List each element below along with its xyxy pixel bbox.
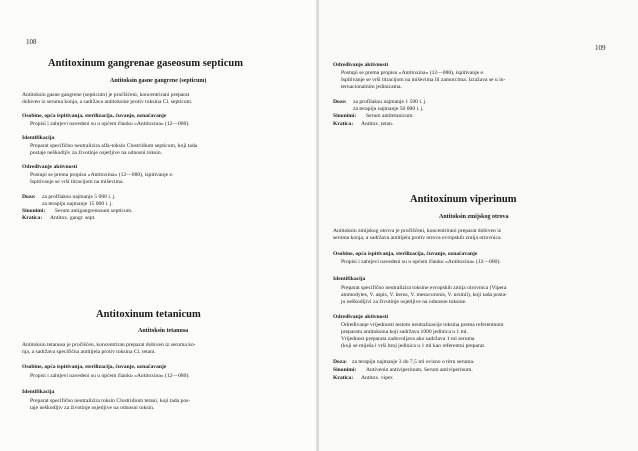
viper-ident-line-2: ammodytes, V. aspis, V. berus, V. mesocoronis, V. ursinii), koji tada posta- <box>341 292 508 298</box>
synonym-label: Sinonimi: <box>22 208 46 214</box>
viper-ident-line-1: Preparat specifično neutralizira toksine evropskih zmija otrovnica (Vipera <box>341 285 507 291</box>
viper-abbr-label: Kratica: <box>333 375 354 381</box>
ident-line-1: Preparat specifično neutralizira alfa-toksin Clostridium septicum, koji tada <box>30 143 198 149</box>
viper-ident-line-3: ju neškodljivi za životinje osjetljive na odnosne toksine. <box>341 299 467 305</box>
rtop-dose-label: Doze: <box>333 99 347 105</box>
viper-synonym-text: Antivenin antiviperinum, Serum antiviperinum. <box>366 367 473 373</box>
tetanus-ident-heading: Identifikacija <box>22 389 55 395</box>
tetanus-ops-text: Propisi i zahtjevi navedeni su u općem članku »Antitoxina« (12—080). <box>30 373 190 379</box>
page-number-right: 109 <box>595 44 606 52</box>
viper-dose-label: Doza: <box>333 359 347 365</box>
tetanus-intro-line-2: nja, a sadržava specifična antitijela protiv toksina Cl. tetani. <box>22 349 156 355</box>
activity-heading: Određivanje aktivnosti <box>22 164 78 170</box>
rtop-synonym-text: Serum antitetanicum. <box>366 113 414 119</box>
tetanus-ident-line-1: Preparat specifično neutralizira toksin Clostridium tetani, koji tada pos- <box>30 398 191 404</box>
dose-label: Doze: <box>22 194 36 200</box>
synonym-text: Serum antigangrenosum septicum. <box>55 208 133 214</box>
viper-activity-line-1: Određivanje vrijednosti testom neutralizacije toksina prema referentnom <box>341 322 504 328</box>
viper-intro-line-2: seruma konja, a sadržava antitijela protiv otrova evropskih zmija otrovnica. <box>333 235 502 241</box>
ident-heading: Identifikacija <box>22 135 55 141</box>
tetanus-ident-line-2: taje neškodljiv za životinje osjetljive na odnosni toksin. <box>30 405 155 411</box>
rtop-dose-line-1: za profilaksu najmanje 1 500 i. j. <box>353 99 427 105</box>
abbr-label: Kratica: <box>22 215 43 221</box>
viper-activity-line-4: (koji se miješa i vrši broj jedinica u 1 ml kao referentni preparat. <box>341 343 486 349</box>
viper-ops-text: Propisi i zahtjevi navedeni su u općem članku »Antitoxina« (12—080). <box>341 259 501 265</box>
activity-line-2: Ispitivanje se vrši titracijom na miševima. <box>30 179 124 185</box>
viper-intro-line-1: Antitoksin zmijskog otrova je pročišćeni, koncentrirani preparat dobiven iz <box>333 228 502 234</box>
ident-line-2: postaje neškodljiv za životinje osjetljive na odnosni toksin. <box>30 150 163 156</box>
tetanus-intro-line-1: Antitoksin tetanusa je pročišćen, koncentriran preparat dobiven iz seruma ko- <box>22 342 196 348</box>
intro-line-2: dobiven iz seruma konja, a sadržava antitoksine protiv toksina Cl. septicum. <box>22 99 193 105</box>
section-subtitle-tetanus: Antitoksin tetanusa <box>138 328 189 334</box>
activity-line-1: Postupi se prema propisu »Antitoxina« (12—080), ispitivanje e. <box>30 172 174 178</box>
section-subtitle-viper: Antitoksin zmijskog otrova <box>439 214 509 220</box>
viper-activity-line-2: preparatu antitoksina koji sadržava 1000 jedinica u 1 ml. <box>341 329 468 335</box>
tetanus-ops-heading: Osobine, opća ispitivanja, sterilizacija, čuvanje, označavanje <box>22 364 167 370</box>
rtop-activity-line-3: ternacionalnim jedinicama. <box>341 84 402 90</box>
viper-abbr-text: Antitox. viper. <box>361 375 394 381</box>
rtop-activity-line-2: Ispitivanje se vrši titracijom na miševima ili zamorcima. Izražava se u in- <box>341 77 506 83</box>
rtop-abbr-text: Antitox. tetan. <box>361 121 394 127</box>
viper-ident-heading: Identifikacija <box>333 276 366 282</box>
rtop-activity-line-1: Postupi se prema propisu »Antitoxina« (12—080), ispitivanje e. <box>341 70 485 76</box>
page-number-left: 108 <box>26 38 37 46</box>
viper-activity-line-3: Vrijednost preparata zadovoljava ako sadržava 1 ml seruma <box>341 336 475 342</box>
abbr-text: Antitox. gangr. sept. <box>50 215 96 221</box>
rtop-abbr-label: Kratica: <box>333 121 354 127</box>
viper-dose-text: za terapiju najmanje 3 do 7,5 ml ovisno o titru seruma. <box>352 359 475 365</box>
section-subtitle-gangrene: Antitoksin gasne gangrene (septicum) <box>110 78 207 84</box>
rtop-dose-line-2: za terapiju najmanje 50 000 i. j. <box>353 106 424 112</box>
ops-text: Propisi i zahtjevi navedeni su u općem članku »Antitoxina« (12—080). <box>30 121 190 127</box>
intro-line-1: Antitoksin gasne gangrene (septicum) je pročišćeni, koncentrirani preparat <box>22 92 190 98</box>
dose-line-2: za terapiju najmanje 15 000 i. j. <box>42 201 113 207</box>
section-title-tetanus: Antitoxinum tetanicum <box>96 309 201 320</box>
rtop-synonym-label: Sinonimi: <box>333 113 357 119</box>
viper-activity-heading: Određivanje aktivnosti <box>333 314 389 320</box>
dose-line-1: za profilaksu najmanje 5 000 i. j. <box>42 194 116 200</box>
ops-heading: Osobine, opća ispitivanja, sterilizacija, čuvanje, označavanje <box>22 113 167 119</box>
section-title-gangrene: Antitoxinum gangrenae gaseosum septicum <box>48 58 243 69</box>
right-page <box>319 0 638 451</box>
viper-synonym-label: Sinonimi: <box>333 367 357 373</box>
section-title-viper: Antitoxinum viperinum <box>410 194 517 205</box>
viper-ops-heading: Osobine, opća ispitivanja, sterilizacija, čuvanje, označavanje <box>333 251 478 257</box>
rtop-activity-heading: Određivanje aktivnosti <box>333 62 389 68</box>
